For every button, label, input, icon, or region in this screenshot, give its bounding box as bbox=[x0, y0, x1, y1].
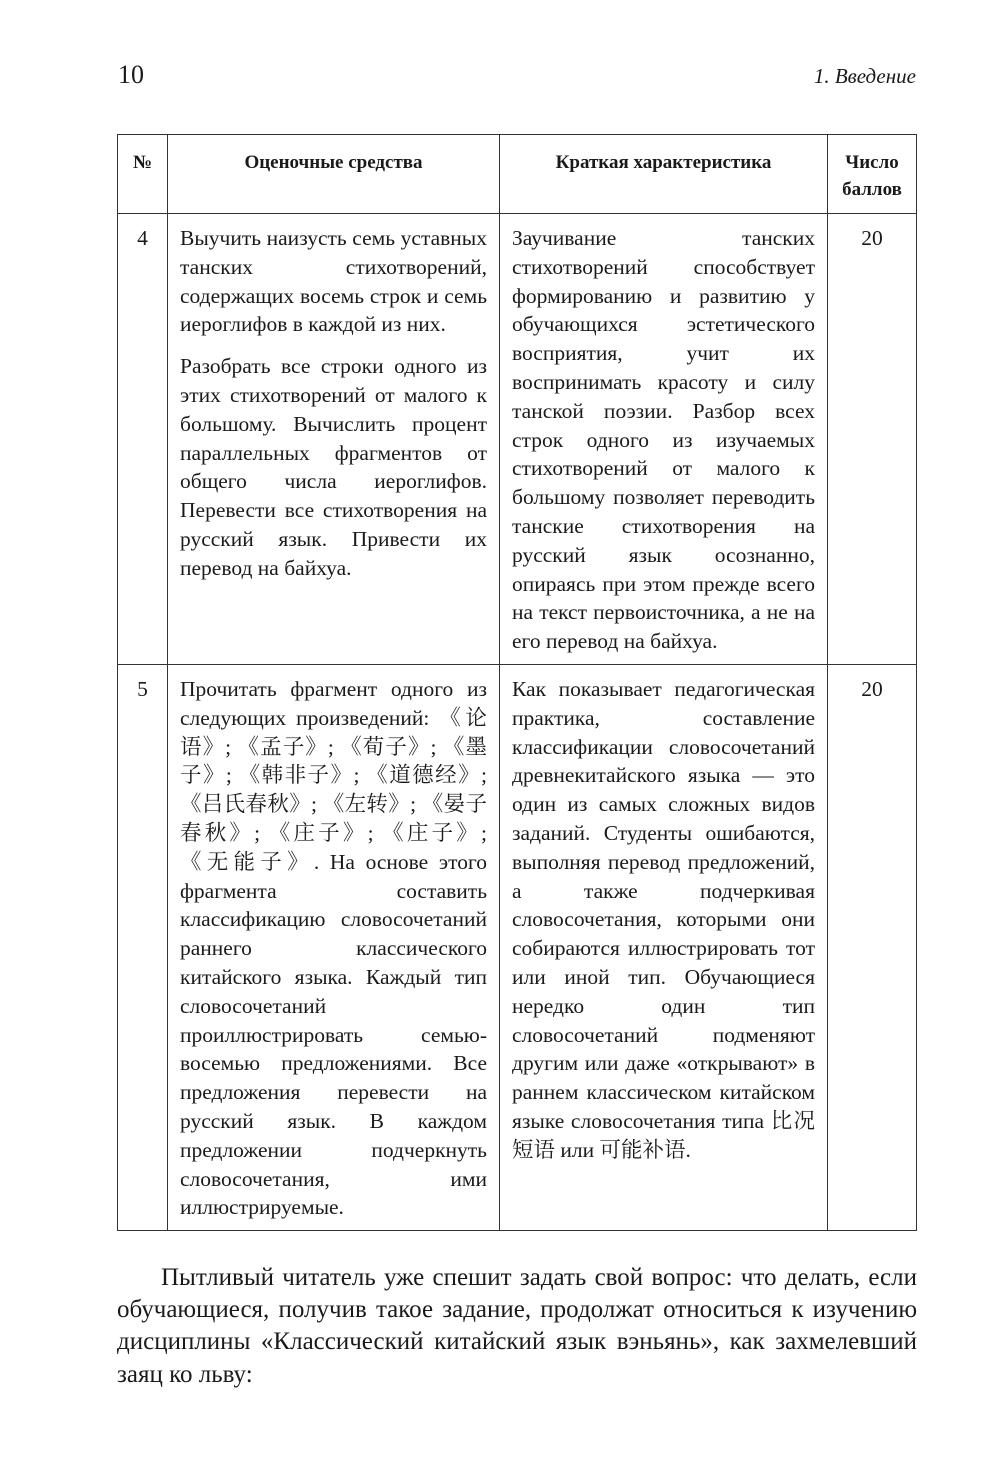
description-cell bbox=[500, 664, 828, 1230]
task-paragraph: Прочитать фрагмент одного из следующих произведений: 《论语》; 《孟子》; 《荀子》; 《墨子》; 《韩非子》; 《道德经》; 《吕氏春秋》; 《左转》; 《晏子春秋》; 《庄子》; 《庄子》; 《无能子》. На основе этого фрагмента составить классификацию словосочетаний раннего классического китайского языка. Каждый тип словосочетаний проиллюстрировать семью-восемью предложениями. Все предложения перевести на русский язык. В каждом предложении подчеркнуть словосочетания, ими иллюстрируемые. bbox=[180, 676, 487, 1220]
score-cell: 20 bbox=[828, 214, 917, 665]
row-number: 5 bbox=[118, 664, 168, 1230]
column-header-assessment-tools: Оценочные средства bbox=[168, 135, 500, 214]
task-cell bbox=[168, 214, 500, 665]
page-number: 10 bbox=[118, 60, 144, 89]
description-cell bbox=[500, 214, 828, 665]
closing-paragraph bbox=[117, 1262, 917, 1391]
task-paragraph: Выучить наизусть семь уставных танских стихотворений, содержащих восемь строк и семь иероглифов в каждой из них. bbox=[180, 226, 487, 337]
column-header-number: № bbox=[118, 135, 168, 214]
table-row bbox=[118, 214, 917, 665]
table-header-row bbox=[118, 135, 917, 214]
running-head: 1. Введение bbox=[813, 64, 916, 88]
description-paragraph: Заучивание танских стихотворений способствует формированию и развитию у обучающихся эстетического восприятия, учит их воспринимать красоту и силу танской поэзии. Разбор всех строк одного из изучаемых стихотворений от малого к большому позволяет переводить танские стихотворения на русский язык осознанно, опираясь при этом прежде всего на текст первоисточника, а не на его перевод на байхуа. bbox=[512, 226, 815, 654]
task-cell bbox=[168, 664, 500, 1230]
score-cell: 20 bbox=[828, 664, 917, 1230]
column-header-score: Число баллов bbox=[828, 135, 917, 214]
row-number: 4 bbox=[118, 214, 168, 665]
evaluation-table bbox=[117, 134, 917, 1231]
task-paragraph: Разобрать все строки одного из этих стихотворений от малого к большому. Вычислить процент параллельных фрагментов от общего числа иероглифов. Перевести все стихотворения на русский язык. Привести их перевод на байхуа. bbox=[180, 354, 487, 580]
description-paragraph: Как показывает педагогическая практика, составление классификации словосочетаний древнекитайского языка — это один из самых сложных видов заданий. Студенты ошибаются, выполняя перевод предложений, а также подчеркивая словосочетания, которыми они собираются иллюстрировать тот или иной тип. Обучающиеся нередко один тип словосочетаний подменяют другим или даже «открывают» в раннем классическом китайском языке словосочетания типа 比况短语 или 可能补语. bbox=[512, 676, 815, 1162]
closing-paragraph-text: Пытливый читатель уже спешит задать свой вопрос: что делать, если обучающиеся, получив такое задание, продолжат относиться к изучению дисциплины «Классический китайский язык вэньянь», как захмелевший заяц ко льву: bbox=[117, 1264, 917, 1388]
column-header-description: Краткая характеристика bbox=[500, 135, 828, 214]
table-row bbox=[118, 664, 917, 1230]
